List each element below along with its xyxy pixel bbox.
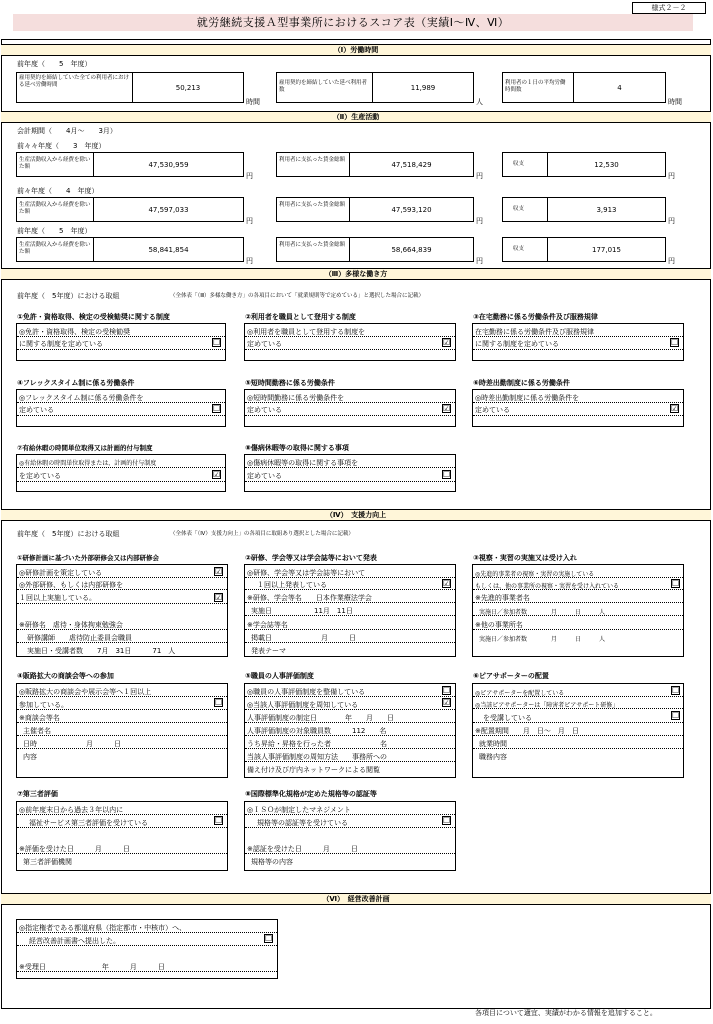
sec1-f2-label: 雇用契約を締結していた延べ利用者数 [279,80,368,94]
sec1-field-total-users [276,72,474,103]
b5-line: 人事評価制度の対象職員数 112 名 [247,727,387,735]
sec2-row0-income [16,152,244,177]
sec4-intro-main: 前年度（ 5年度）における取組 [17,530,120,538]
yen-unit: 円 [476,257,483,265]
b3-line: 実施日／参加者数 月 日 人 [479,609,606,616]
sec1-year-label: 前年度（ 5 年度） [17,60,92,68]
b8-line: ◎ＩＳＯが制定したマネジメント [247,806,351,814]
sec4-b4-box [16,683,228,778]
sec3-item6-title: ⑥時差出勤制度に係る労働条件 [473,379,570,387]
yen-unit: 円 [476,172,483,180]
sec3-item3-title: ③在宅勤務に係る労働条件及び服務規律 [473,313,598,321]
dotted-line [473,349,683,350]
dotted-line [245,709,455,710]
b8-line: 規格等の認証等を受けている [257,819,348,827]
sec1-field-avg-hours [502,72,666,103]
income-value: 47,530,959 [148,161,189,169]
b5-line: ◎当該人事評価制度を周知している [247,701,359,709]
dotted-line [245,467,455,468]
sec4-b5-title: ⑤職員の人事評価制度 [245,672,314,680]
dotted-line [473,402,683,403]
dotted-line [17,629,227,630]
footer-note: 各項目について適宜、実績がわかる情報を追加すること。 [475,1009,657,1017]
sec3-item2-box [244,323,456,361]
sec3-item3-box [472,323,684,361]
sec4-b7-box [16,801,228,871]
dotted-line [473,629,683,630]
section-header-labor-hours: （Ⅰ）労働時間 [1,44,711,56]
checkbox[interactable]: ☐ [672,711,680,720]
section-header-management: （Ⅵ） 経営改善計画 [1,893,711,905]
b2-line: １回以上発表している [257,581,327,589]
balance-value: 3,913 [596,206,617,214]
yen-unit: 円 [476,217,483,225]
dotted-line [473,722,683,723]
checkbox[interactable]: ☑ [443,698,451,707]
checkbox[interactable]: ☐ [443,470,451,479]
dotted-line [245,415,455,416]
dotted-line [245,642,455,643]
sec3-item8-box [244,454,456,492]
dotted-line [473,708,683,709]
b1-line: 実施日・受講者数 7月 31日 71 人 [27,647,176,655]
sec4-intro-note: （全体表「（Ⅳ）支援力向上」の各項目に取組あり選択とした場合に記載） [170,531,354,537]
b4-line: 参加している。 [19,701,68,709]
sec6-line: ※受理日 年 月 日 [19,963,165,971]
checkbox[interactable]: ☐ [672,686,680,695]
b1-line: 研修講師 虐待防止委員会職員 [27,634,132,642]
dotted-line [245,696,455,697]
b2-line: ※学会誌等名 [247,621,288,629]
balance-label: 収支 [513,206,525,212]
b3-line: 実施日／参加者数 月 日 人 [479,636,606,643]
sec2-row0-year: 前々々年度（ 3 年度） [17,142,106,150]
sec4-b4-title: ④販路拡大の商談会等への参加 [17,672,114,680]
dotted-line [17,814,227,815]
sec3-item7-title: ⑦有給休暇の時間単位取得又は計画的付与制度 [17,444,153,452]
dotted-line [17,577,227,578]
dotted-line [473,696,683,697]
dotted-line [17,589,227,590]
dotted-line [17,709,227,710]
sec3-item4-box [16,389,226,427]
wage-value: 47,593,120 [391,206,432,214]
item-line: 在宅勤務に係る労働条件及び服務規律 [475,328,594,336]
sec2-row1-balance [502,197,666,222]
sec1-f3-value: 4 [617,84,622,92]
checkbox[interactable]: ☐ [443,686,451,695]
sec3-item8-title: ⑧傷病休暇等の取得に関する事項 [245,444,349,452]
dotted-line [473,615,683,616]
dotted-line [17,971,277,972]
wage-label: 利用者に支払った賃金総額 [279,157,346,163]
b5-line: 当該人事評価制度の周知方法 事務所への [247,753,387,761]
b7-line: ※評価を受けた日 月 日 [19,845,130,853]
sec1-f3-label: 利用者の１日の平均労働時間数 [505,80,566,94]
sec4-b1-box [16,564,228,657]
sec2-row0-wage [276,152,474,177]
dotted-line [245,481,455,482]
dotted-line [473,589,683,590]
checkbox[interactable]: ☑ [215,593,223,602]
b6-line: 就業時間 [479,740,507,748]
b5-line: 備え付け及び庁内ネットワークによる閲覧 [247,766,380,774]
sec4-b8-title: ⑧国際標準化規格が定めた規格等の認証等 [245,790,377,798]
sec6-line: 経営改善計画書へ提出した。 [29,937,120,945]
b8-line: ※認証を受けた日 月 日 [247,845,358,853]
yen-unit: 円 [246,172,253,180]
yen-unit: 円 [668,217,675,225]
income-value: 47,597,033 [148,206,189,214]
checkbox[interactable]: ☑ [215,567,223,576]
sec4-b6-box [472,683,684,778]
checkbox[interactable]: ☐ [215,698,223,707]
sec1-f3-unit: 時間 [668,98,682,106]
dotted-line [17,827,227,828]
checkbox[interactable]: ☐ [215,816,223,825]
b1-line: ※研修名 虐待・身体拘束勉強会 [19,621,123,629]
balance-value: 12,530 [594,161,619,169]
page-title: 就労継続支援Ａ型事業所におけるスコア表（実績Ⅰ～Ⅳ、Ⅵ） [196,16,510,29]
item-line: ◎フレックスタイム制に係る労働条件を [19,394,144,402]
sec2-row2-balance [502,237,666,262]
item-line: 定めている [247,340,282,348]
b3-line: ※先進的事業者名 [475,594,530,602]
item-line: 定めている [475,406,510,414]
b6-line: ※配置期間 月 日～ 月 日 [475,727,579,735]
dotted-line [245,761,455,762]
dotted-line [245,349,455,350]
dotted-line [245,748,455,749]
item-line: ◎時差出勤制度に係る労働条件を [475,394,580,402]
sec1-f2-value: 11,989 [410,84,436,92]
item-line: に関する制度を定めている [475,340,559,348]
wage-label: 利用者に支払った賃金総額 [279,202,346,208]
b2-line: 実施日 11月 11日 [251,607,353,615]
yen-unit: 円 [246,217,253,225]
balance-value: 177,015 [592,246,621,254]
sec2-row0-balance [502,152,666,177]
item-line: を定めている [19,472,61,480]
sec3-item1-title: ①免許・資格取得、検定の受検勧奨に関する制度 [17,313,170,321]
dotted-line [245,629,455,630]
section-header-support: （Ⅳ） 支援力向上 [1,509,711,521]
b4-line: 日時 月 日 [23,740,121,748]
yen-unit: 円 [668,257,675,265]
dotted-line [17,349,225,350]
checkbox[interactable]: ☑ [443,579,451,588]
checkbox[interactable]: ☐ [213,404,221,413]
income-label: 生産活動収入から経費を除いた額 [19,157,91,171]
dotted-line [17,467,225,468]
b6-line: を受講している [483,714,532,722]
sec4-b5-box [244,683,456,778]
checkbox[interactable]: ☐ [671,338,679,347]
dotted-line [245,589,455,590]
dotted-line [17,748,227,749]
checkbox[interactable]: ☑ [443,338,451,347]
wage-label: 利用者に支払った賃金総額 [279,242,346,248]
checkbox[interactable]: ☑ [213,470,221,479]
b6-line: 職務内容 [479,753,507,761]
sec4-b1-title: ①研修計画に基づいた外部研修会又は内部研修会 [17,554,160,562]
b5-line: うち昇給・昇格を行った者 名 [247,740,387,748]
dotted-line [245,602,455,603]
dotted-line [473,415,683,416]
dotted-line [17,336,225,337]
sec2-row1-wage [276,197,474,222]
b6-line: ◎当該ピアサポーターは「障害者ピアサポート研修」 [475,702,619,709]
b7-line: 福祉サービス第三者評価を受けている [29,819,148,827]
item-line: ◎利用者を職員として登用する制度を [247,328,366,336]
dotted-line [17,722,227,723]
balance-label: 収支 [513,161,525,167]
dotted-line [17,853,227,854]
b5-line: ◎職員の人事評価制度を整備している [247,688,366,696]
item-line: 定めている [247,472,282,480]
b4-line: 内容 [23,753,37,761]
sec2-period: 会計期間（ 4月～ 3月） [17,127,117,135]
b5-line: 人事評価制度の制定日 年 月 日 [247,714,394,722]
b1-line: ◎研修計画を策定している [19,569,103,577]
item-line: 定めている [247,406,282,414]
dotted-line [17,481,225,482]
sec6-box [16,919,278,979]
sec1-field-total-hours [16,72,244,103]
dotted-line [245,577,455,578]
income-label: 生産活動収入から経費を除いた額 [19,202,91,216]
checkbox[interactable]: ☐ [265,934,273,943]
item-line: 定めている [19,406,54,414]
dotted-line [17,932,277,933]
dotted-line [473,577,683,578]
sec4-b8-box [244,801,456,871]
form-id: 様式２－２ [632,2,706,14]
checkbox[interactable]: ☐ [443,816,451,825]
sec2-row2-income [16,237,244,262]
b4-line: ◎販路拡大の商談会や展示会等へ１回以上 [19,688,152,696]
dotted-line [245,814,455,815]
sec6-line: ◎指定権者である都道府県（指定都市・中核市）へ、 [19,924,187,932]
dotted-line [473,336,683,337]
b6-line: ◎ピアサポーターを配置している [475,690,565,697]
b3-line: もしくは、他の事業所の視察・実習を受け入れている [475,583,620,590]
dotted-line [245,615,455,616]
yen-unit: 円 [246,257,253,265]
checkbox[interactable]: ☐ [672,579,680,588]
item-line: に関する制度を定めている [19,340,103,348]
balance-label: 収支 [513,246,525,252]
dotted-line [245,722,455,723]
sec2-row2-year: 前年度（ 5 年度） [17,227,92,235]
dotted-line [473,748,683,749]
b1-line: １回以上実施している。 [19,594,96,602]
b2-line: ◎研修、学会等又は学会誌等において [247,569,366,577]
sec2-row1-year: 前々年度（ 4 年度） [17,187,99,195]
b7-line: ◎前年度末日から過去３年以内に [19,806,124,814]
b2-line: 掲載日 月 日 [251,634,356,642]
b2-line: 発表テーマ [251,647,286,655]
sec3-item5-title: ⑤短時間勤務に係る労働条件 [245,379,335,387]
b3-line: ※他の事業所名 [475,621,523,629]
item-line: ◎免許・資格取得、検定の受検勧奨 [19,328,131,336]
b4-line: 主催者名 [23,727,51,735]
dotted-line [245,853,455,854]
sec3-intro-main: 前年度（ 5年度）における取組 [17,292,120,300]
dotted-line [17,735,227,736]
sec1-f1-value: 50,213 [175,84,201,92]
checkbox[interactable]: ☑ [671,404,679,413]
b1-line: ◎外部研修、もしくは内部研修を [19,581,124,589]
item-line: ◎短時間勤務に係る労働条件を [247,394,345,402]
b2-line: ※研修、学会等名 日本作業療法学会 [247,594,372,602]
sec2-row2-wage [276,237,474,262]
sec4-b6-title: ⑥ピアサポーターの配置 [473,672,549,680]
dotted-line [17,696,227,697]
wage-value: 47,518,429 [391,161,432,169]
dotted-line [245,735,455,736]
dotted-line [473,602,683,603]
sec4-b3-title: ③視察・実習の実施又は受け入れ [473,554,577,562]
b3-line: ◎先進的事業者の視察・実習の実施している [475,571,595,578]
b7-line: 第三者評価機関 [23,858,72,866]
dotted-line [17,603,227,604]
income-value: 58,841,854 [148,246,189,254]
sec1-f1-label: 雇用契約を締結していた全ての利用者における延べ労働時間 [19,75,130,89]
dotted-line [473,735,683,736]
sec4-b7-title: ⑦第三者評価 [17,790,58,798]
sec4-b2-title: ②研修、学会等又は学会誌等において発表 [245,554,377,562]
dotted-line [245,336,455,337]
wage-value: 58,664,839 [391,246,432,254]
dotted-line [245,827,455,828]
sec1-f1-unit: 時間 [246,98,260,106]
item-line: ◎有給休暇の時間単位取得または、計画的付与制度 [19,460,157,467]
sec3-item5-box [244,389,456,427]
yen-unit: 円 [668,172,675,180]
checkbox[interactable]: ☐ [213,338,221,347]
dotted-line [17,402,225,403]
checkbox[interactable]: ☑ [443,404,451,413]
sec3-item7-box [16,454,226,492]
sec2-row1-income [16,197,244,222]
sec4-b2-box [244,564,456,657]
section-header-diverse-work: （Ⅲ）多様な働き方 [1,268,711,280]
sec4-b3-box [472,564,684,657]
sec3-intro-note: （全体表「（Ⅲ）多様な働き方」の各項目において「就業規則等で定めている」と選択した場合に記載） [170,293,425,299]
dotted-line [245,402,455,403]
sec1-f2-unit: 人 [476,98,483,106]
b4-line: ※商談会等名 [19,714,60,722]
dotted-line [17,415,225,416]
section-header-production: （Ⅱ）生産活動 [1,111,711,123]
item-line: ◎傷病休暇等の取得に関する事項を [247,459,359,467]
sec3-item6-box [472,389,684,427]
dotted-line [17,945,277,946]
sec3-item2-title: ②利用者を職員として登用する制度 [245,313,356,321]
sec3-item1-box [16,323,226,361]
sec3-item4-title: ④フレックスタイム制に係る労働条件 [17,379,135,387]
income-label: 生産活動収入から経費を除いた額 [19,242,91,256]
dotted-line [17,642,227,643]
b8-line: 規格等の内容 [251,858,293,866]
